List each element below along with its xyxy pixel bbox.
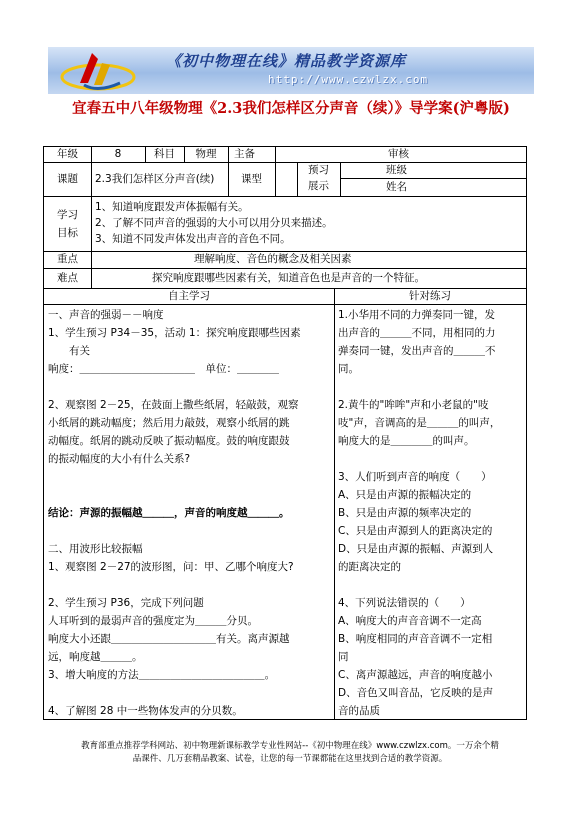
goals-label-line2: 目标 [57, 227, 78, 239]
self-study-line: 1、学生预习 P34－35，活动 1：探究响度跟哪些因素 [48, 327, 301, 339]
practice-line: 3、人们听到声音的响度（ ） [338, 471, 492, 483]
practice-line [338, 378, 524, 396]
type-value-line1: 预习 [308, 164, 329, 176]
practice-line: C、离声源越远，声音的响度越小 [338, 669, 493, 681]
practice-line: D、只是由声源的振幅、声源到人 [338, 543, 494, 555]
worksheet-table [43, 146, 527, 720]
self-study-line: 小纸屑的跳动幅度；然后用力敲鼓，观察小纸屑的跳 [48, 417, 290, 429]
footer-line1: 教育部重点推荐学科网站、初中物理新课标教学专业性网站--《初中物理在线》www.czwlzx.com。一万余个精 [81, 741, 499, 751]
topic-label: 课题 [57, 173, 78, 185]
self-study-line [48, 378, 332, 396]
practice-line: 出声音的＿＿＿不同，用相同的力 [338, 327, 496, 339]
self-study-line: 结论：声源的振幅越＿＿＿，声音的响度越＿＿＿。 [48, 507, 290, 519]
self-study-line: 1、观察图 2－27的波形图，问：甲、乙哪个响度大? [48, 561, 294, 573]
self-study-line: 一、声音的强弱－－响度 [48, 309, 164, 321]
self-study-line: 人耳听到的最弱声音的强度定为＿＿＿分贝。 [48, 615, 258, 627]
practice-line: 同。 [338, 363, 359, 375]
practice-line: B、响度相同的声音音调不一定相 [338, 633, 493, 645]
difficulty-text: 探究响度跟哪些因素有关，知道音色也是声音的一个特征。 [152, 272, 425, 284]
type-value-line2: 展示 [308, 180, 329, 192]
practice-line: B、只是由声源的频率决定的 [338, 507, 472, 519]
host-label: 主备 [234, 148, 255, 160]
subject-label: 科目 [154, 148, 175, 160]
document-title: 宜春五中八年级物理《2.3我们怎样区分声音（续）》导学案(沪粤版) [72, 100, 510, 117]
self-study-line: 远，响度越＿＿＿。 [48, 651, 143, 663]
self-study-line: 2、学生预习 P36，完成下列问题 [48, 597, 204, 609]
self-study-line: 4、了解图 28 中一些物体发声的分贝数。 [48, 705, 243, 717]
page-footer [40, 740, 540, 766]
practice-line: C、只是由声源到人的距离决定的 [338, 525, 493, 537]
difficulty-label: 难点 [57, 272, 78, 284]
goals-label-line1: 学习 [57, 209, 78, 221]
self-study-line: 响度：＿＿＿＿＿＿＿＿＿＿＿ 单位：＿＿＿＿ [48, 363, 279, 375]
type-label: 课型 [241, 173, 262, 185]
practice-line: 2.黄牛的"哞哞"声和小老鼠的"吱 [338, 399, 489, 411]
key-point-label: 重点 [57, 253, 78, 265]
self-study-line [48, 684, 332, 702]
self-study-line: 3、增大响度的方法＿＿＿＿＿＿＿＿＿＿＿＿。 [48, 669, 276, 681]
self-study-line [48, 486, 332, 504]
review-label: 审核 [388, 148, 409, 160]
subject-value: 物理 [195, 148, 217, 160]
practice-line: 同 [338, 651, 349, 663]
goal-item: 1、知道响度跟发声体振幅有关。 [95, 201, 249, 213]
practice-line: A、只是由声源的振幅决定的 [338, 489, 472, 501]
grade-value: 8 [114, 148, 122, 160]
goal-item: 3、知道不同发声体发出声音的音色不同。 [95, 233, 291, 245]
practice-line: D、音色又叫音品，它反映的是声 [338, 687, 494, 699]
practice-section [338, 306, 524, 720]
class-label: 班级 [386, 164, 407, 176]
self-study-line [48, 522, 332, 540]
self-study-line [48, 576, 332, 594]
self-study-line: 2、观察图 2－25，在鼓面上撒些纸屑，轻敲鼓，观察 [48, 399, 299, 411]
self-study-line: 动幅度。纸屑的跳动反映了振动幅度。鼓的响度跟鼓 [48, 435, 290, 447]
goal-item: 2、了解不同声音的强弱的大小可以用分贝来描述。 [95, 217, 333, 229]
practice-line: 音的品质 [338, 705, 380, 717]
self-study-line: 响度大小还跟＿＿＿＿＿＿＿＿＿＿有关。离声源越 [48, 633, 290, 645]
self-study-section [48, 306, 332, 720]
self-study-line: 有关 [48, 345, 90, 357]
practice-line: 响度大的是＿＿＿＿的叫声。 [338, 435, 475, 447]
left-column-header: 自主学习 [168, 290, 210, 302]
topic-value: 2.3我们怎样区分声音(续) [95, 173, 215, 185]
footer-line2: 品课件、几万套精品教案、试卷，让您的每一节课都能在这里找到合适的教学资源。 [132, 754, 448, 764]
practice-line: 吱"声，音调高的是＿＿＿的叫声， [338, 417, 501, 429]
practice-line [338, 450, 524, 468]
banner-url[interactable]: http://www.czwlzx.com [268, 73, 429, 86]
practice-line: A、响度大的声音音调不一定高 [338, 615, 482, 627]
self-study-line: 二、用波形比较振幅 [48, 543, 143, 555]
grade-label: 年级 [57, 148, 78, 160]
practice-line: 弹奏同一键，发出声音的＿＿＿不 [338, 345, 496, 357]
practice-line: 的距离决定的 [338, 561, 401, 573]
practice-line: 4、下列说法错误的（ ） [338, 597, 471, 609]
key-point-text: 理解响度、音色的概念及相关因素 [194, 253, 352, 265]
right-column-header: 针对练习 [409, 290, 451, 302]
practice-line: 1.小华用不同的力弹奏同一键，发 [338, 309, 496, 321]
banner-title: 《初中物理在线》精品教学资源库 [166, 52, 407, 70]
self-study-line: 的振动幅度的大小有什么关系? [48, 453, 191, 465]
name-label: 姓名 [386, 181, 407, 193]
self-study-line [48, 468, 332, 486]
site-banner [48, 47, 534, 94]
site-logo-icon [58, 49, 153, 93]
practice-line [338, 576, 524, 594]
